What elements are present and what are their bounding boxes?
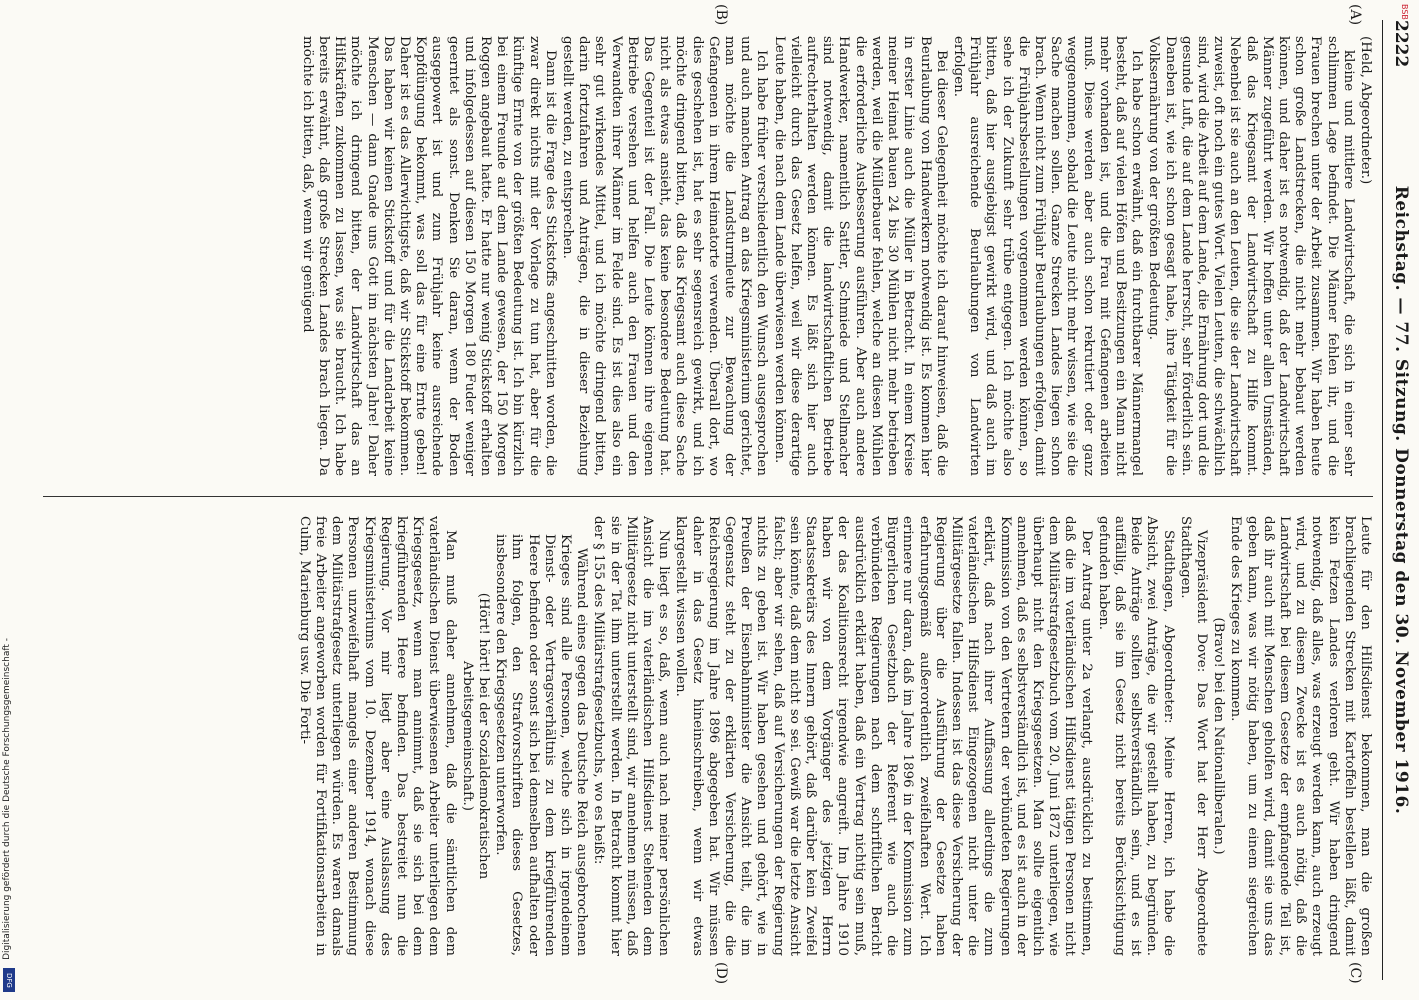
rotated-newspaper-page [19,0,1419,1000]
funding-strip [0,0,18,1000]
paragraph: Ich habe schon erwähnt, daß ein furchtbarer Männermangel besteht, daß auf vielen Höfen und Besitzungen ein Mann nicht mehr vorhanden ist, und die Frau mit Gefangenen arbeiten muß. Diese werden aber auch schon rekrutiert oder ganz weggenommen, sobald die Leute nicht mehr wissen, wie sie die Sache machen sollen. Ganze Strecken Landes liegen schon brach. Wenn nicht zum Frühjahr Beurlaubungen erfolgen, damit die Frühjahrsbestellungen vorgenommen werden können, so sehe ich der Zukunft sehr trübe entgegen. Ich möchte also bitten, daß hier ausgiebigst gewirkt wird, und daß auch im Frühjahr ausreichende Beurlaubungen von Landwirten erfolgen. [950,36,1145,476]
left-column [43,36,1373,476]
paragraph: Stadthagen, Abgeordneter: Meine Herren, ich habe die Absicht, zwei Anträge, die wir gestellt haben, zu begründen. Beide Anträge sollten selbstverständlich sein, und es ist auffällig, daß sie im Gesetz nicht bereits Berücksichtigung gefunden haben. [1095,516,1176,956]
quotation: Während eines gegen das Deutsche Reich ausgebrochenen Krieges sind alle Personen, welche sich in irgendeinem Dienst- oder Vertragsverhältnis zu dem kriegführenden Heere befinden oder sonst sich bei demselben aufhalten oder ihm folgen, den Strafvorschriften dieses Gesetzes, insbesondere den Kriegsgesetzen unterworfen. [493,534,590,956]
margin-mark-c: (C) [1347,962,1363,984]
paragraph: Ich habe früher verschiedentlich den Wunsch ausgesprochen und auch manchen Antrag an das Kriegsministerium gerichtet, man möchte die Landsturmleute zur Bewachung der Gefangenen in ihrem Heimatorte verwenden. Überall dort, wo dies geschehen ist, hat es sehr segensreich gewirkt, und ich möchte dringend bitten, daß das Kriegsamt auch diese Sache nicht als etwas ansieht, das keine besondere Bedeutung hat. Das Gegenteil ist der Fall. Die Leute können ihre eigenen Betriebe versehen und helfen auch den Frauen und den Verwandten ihrer Männer im Felde sind. Es ist dies also ein sehr gut wirkendes Mittel, und ich möchte dringend bitten, darin fortzufahren und Anträgen, die in dieser Beziehung gestellt werden, zu entsprechen. [560,36,770,476]
paragraph: Vizepräsident Dove: Das Wort hat der Herr Abgeordnete Stadthagen. [1177,516,1209,956]
interjection-note: (Hört! hört! bei der Sozialdemokratischen Arbeitsgemeinschaft.) [459,592,492,880]
paragraph: Nun liegt es so, daß, wenn auch nach meiner persönlichen Ansicht die im vaterländischen Hilfsdienst Stehenden dem Militärgesetz nicht unterstellt sind, wir annehmen müssen, daß sie in der Tat ihm unterstellt werden. In Betracht kommt hier der § 155 des Militärstrafgesetzbuchs, wo es heißt: [591,516,672,956]
paragraph: Man muß daher annehmen, daß die sämtlichen dem vaterländischen Dienst überwiesenen Arbeiter unterliegen dem Kriegsgesetz, wenn man annimmt, daß sie sich bei dem kriegführenden Heere befinden. Das bestreitet nun die Regierung. Vor mir liegt aber eine Auslassung des Kriegsministeriums vom 10. Dezember 1914, wonach diese Personen unzweifelhaft mangels einer anderen Bestimmung dem Militärstrafgesetz unterliegen würden. Es waren damals freie Arbeiter angeworben worden für Fortifikationsarbeiten in Culm, Marienburg usw. Die Forti- [296,516,458,956]
library-mark: BSB [1400,4,1409,20]
paragraph: Dann ist die Frage des Stickstoffs angeschnitten worden, die zwar direkt nichts mit der Vorlage zu tun hat, aber für die künftige Ernte von der größten Bedeutung ist. Ich bin kürzlich bei einem Freunde auf dem Lande gewesen, der 150 Morgen Roggen angebaut hatte. Er hatte nur wenig Stickstoff erhalten und infolgedessen auf diesen 150 Morgen 180 Fuder weniger geerntet als sonst. Denken Sie daran, wenn der Boden ausgepowert ist und zum Frühjahr keine ausreichende Kopfdüngung bekommt, was soll das für eine Ernte geben! Daher ist es das Allerwichtigste, daß wir Stickstoff bekommen. Das haben wir keinen Stickstoff und für die Landarbeit keine Menschen — dann Gnade uns Gott im nächsten Jahre! Daher möchte ich dringend bitten, der Landwirtschaft das an Hilfskräften zukommen zu lassen, was sie braucht. Ich habe bereits erwähnt, daß große Strecken Landes brach liegen. Da möchte ich bitten, daß, wenn wir genügend [299,36,558,476]
margin-mark-b: (B) [713,4,729,26]
margin-mark-d: (D) [713,962,729,985]
paragraph: kleine und mittlere Landwirtschaft, die sich in einer sehr schlimmen Lage befindet. Die Männer fehlen ihr, und die Frauen brechen unter der Arbeit zusammen. Wir haben heute schon große Landstrecken, die nicht mehr bebaut werden können, und daher ist es notwendig, daß der Landwirtschaft Männer zugeführt werden. Wir hoffen unter allen Umständen, daß das Kriegsamt der Landwirtschaft zu Hilfe kommt. Nebenbei ist sie auch an den Leuten, die sie der Landwirtschaft zuweist, oft noch ein gutes Wort. Vielen Leuten, die schwächlich sind, wird die Arbeit auf dem Lande, die Ernährung dort und die gesunde Luft, die auf dem Lande herrscht, sehr förderlich sein. Daneben ist, wie ich schon gesagt habe, ihre Tätigkeit für die Volksernährung von der größten Bedeutung. [1146,36,1356,476]
column-divider [43,496,1373,497]
applause-note: (Bravo! bei den Nationalliberalen.) [1211,617,1227,855]
library-mark-strip [1398,0,1418,1000]
paragraph: Bei dieser Gelegenheit möchte ich darauf hinweisen, daß die Beurlaubung von Handwerkern notwendig ist. Es kommen hier in erster Linie auch die Müller in Betracht. In einem Kreise meiner Heimat bauen 24 bis 30 Mühlen nicht mehr betrieben werden, weil die Müllerbauer fehlen, welche an diesen Mühlen die erforderliche Ausbesserung ausführen. Aber auch andere Handwerker, namentlich Sattler, Schmiede und Stellmacher sind notwendig, damit die landwirtschaftlichen Betriebe aufrechterhalten werden können. Es läßt sich hier auch vielleicht durch das Gesetz helfen, weil wir diese derartige Leute haben, die nach dem Lande überwiesen werden können. [771,36,949,476]
right-column [43,516,1373,956]
margin-mark-a: (A) [1347,4,1363,26]
paragraph: Leute für den Hilfsdienst bekommen, man die großen brachliegenden Strecken mit Kartoffeln bestellen läßt, damit kein Fetzen Landes verloren geht. Wir haben dringend notwendig, daß alles, was erzeugt werden kann, auch erzeugt wird, und zu diesem Zwecke ist es auch nötig, daß die Landwirtschaft bei diesem Gesetze der empfangende Teil ist, daß ihr auch mit Menschen geholfen wird, damit sie uns das geben kann, was wir nötig haben, um zu einem siegreichen Ende des Krieges zu kommen. [1228,516,1373,956]
page-title: Reichstag. — 77. Sitzung. Donnerstag den 30. November 1916. [1391,185,1411,815]
page-number: 2222 [1391,20,1411,68]
speaker-label: (Held, Abgeordneter.) [1358,36,1373,185]
funding-note: Digitalisierung gefördert durch die Deutsche Forschungsgemeinschaft - [2,638,12,960]
dfg-logo: DFG [3,968,15,992]
paragraph: Der Antrag unter 2a verlangt, ausdrücklich zu bestimmen, daß die im vaterländischen Hilfsdienst tätigen Personen nicht dem Militärstrafgesetzbuch vom 20. Juni 1872 unterliegen, wie überhaupt nicht den Kriegsgesetzen. Man sollte eigentlich annehmen, daß es selbstverständlich ist, und es ist auch in der Kommission von den Vertretern der verbündeten Regierungen erklärt, daß nach ihrer Auffassung allerdings die zum vaterländischen Hilfsdienst Eingezogenen nicht unter die Militärgesetze fallen. Indessen ist das diese Versicherung der Regierung über die Ausführung der Gesetze haben erfahrungsgemäß außerordentlich zweifelhaften Wert. Ich erinnere nur daran, daß im Jahre 1896 in der Kommission zum Bürgerlichen Gesetzbuch der Referent wie auch die verbündeten Regierungen nach dem schriftlichen Bericht ausdrücklich erklärt haben, daß ein Vertrag nichtig sein muß, der das Koalitionsrecht irgendwie angreift. Im Jahre 1910 haben wir von dem Vorgänger des jetzigen Herrn Staatssekretärs des Innern gehört, daß darüber kein Zweifel sein könnte, daß dem nicht so sei. Gewiß war die letzte Ansicht falsch; aber wir sehen, daß auf Versicherungen der Regierung nichts zu geben ist. Wir haben gesehen und gehört, wie in Preußen der Eisenbahnminister die Ansicht teilt, die im Gegensatz steht zu der erklärten Versicherung, die die Reichsregierung im Jahre 1896 abgegeben hat. Wir müssen daher in das Gesetz hineinschreiben, wenn wir etwas klargestellt wissen wollen. [673,516,1094,956]
